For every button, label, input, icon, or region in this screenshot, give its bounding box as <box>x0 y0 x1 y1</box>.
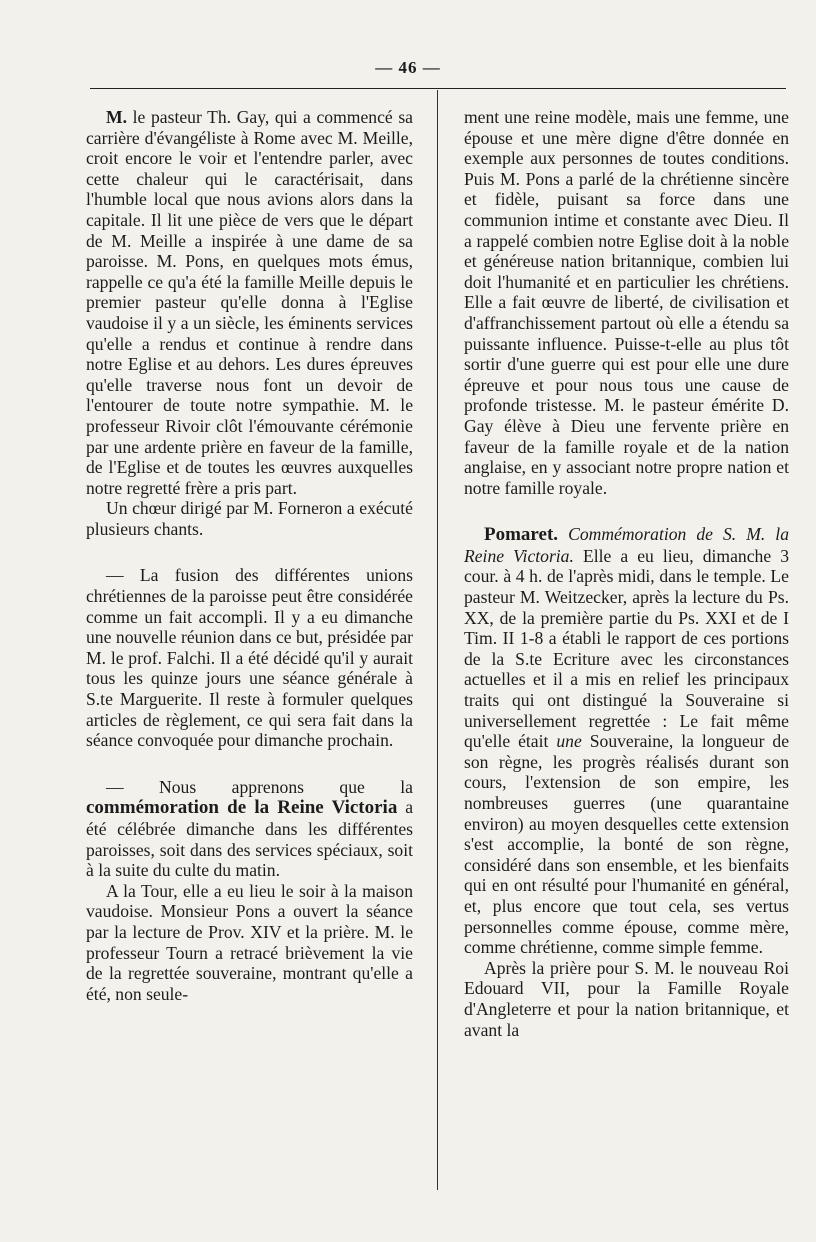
left-paragraph-4-heading: commémoration de la Reine Victoria <box>86 797 398 819</box>
page-number: — 46 — <box>375 58 441 77</box>
right-paragraph-2 <box>464 524 789 957</box>
left-paragraph-4 <box>86 777 413 881</box>
left-paragraph-5: A la Tour, elle a eu lieu le soir à la maison vaudoise. Monsieur Pons a ouvert la séance par la lecture de Prov. XIV et la prière. M. le professeur Tourn a retracé brièvement la vie de la regrettée souveraine, montrant qu'elle a été, non seule- <box>86 880 413 1004</box>
left-paragraph-4-rest: a été célébrée dimanche dans les différentes paroisses, soit dans des services spéciaux, soit à la suite du culte du matin. <box>86 797 413 881</box>
right-paragraph-2-place: Pomaret. <box>484 524 559 546</box>
right-paragraph-1: ment une reine modèle, mais une femme, une épouse et une mère digne d'être donnée en exemple aux personnes de toutes conditions. Puis M. Pons a parlé de la chrétienne sincère et fidèle, puisant sa force dans une communion intime et constante avec Dieu. Il a rappelé combien notre Eglise doit à la noble et généreuse nation britannique, combien lui doit l'humanité et en particulier les chrétiens. Elle a fait œuvre de liberté, de civilisation et d'affranchissement partout où elle a étendu sa puissante influence. Puisse-t-elle au plus tôt sortir d'une guerre qui est pour elle une dure épreuve et pour nous tous une cause de profonde tristesse. M. le pasteur émérite D. Gay élève à Dieu une fervente prière en faveur de la famille royale et de la nation anglaise, en y associant notre propre nation et notre famille royale. <box>464 107 789 498</box>
left-column <box>86 107 413 1004</box>
header-rule <box>90 88 786 89</box>
left-paragraph-3: — La fusion des différentes unions chrétiennes de la paroisse peut être considérée comme un fait accompli. Il y a eu dimanche une nouvelle réunion dans ce but, présidée par M. le prof. Falchi. Il a été décidé qu'il y aurait tous les quinze jours une séance générale à S.te Marguerite. Il reste à formuler quelques articles de règlement, ce qui sera fait dans la séance convoquée pour dimanche prochain. <box>86 565 413 751</box>
right-paragraph-2-italic-word: une <box>556 731 582 752</box>
right-paragraph-2-text-1: Elle a eu lieu, dimanche 3 cour. à 4 h. de l'après midi, dans le temple. Le pasteur M. Weitzecker, après la lecture du Ps. XX, de la première partie du Ps. XXI et de I Tim. II 1-8 a établi le rapport de ces portions de la S.te Ecriture avec les circonstances actuelles et il a mis en relief les principaux traits qui ont distingué la Souveraine si universellement regrettée : Le fait même qu'elle était <box>464 545 789 752</box>
left-paragraph-1-name: M. <box>106 107 128 127</box>
left-paragraph-1 <box>86 107 413 498</box>
left-paragraph-1-text: le pasteur Th. Gay, qui a commencé sa carrière d'évangéliste à Rome avec M. Meille, croit encore le voir et l'entendre parler, avec cette chaleur qui le caractérisait, dans l'humble local que nous avions alors dans la capitale. Il lit une pièce de vers que le départ de M. Meille a inspirée à une dame de sa paroisse. M. Pons, en quelques mots émus, rappelle ce qu'a été la famille Meille depuis le premier pasteur qu'elle donna à l'Eglise vaudoise il y a un siècle, les éminents services qu'elle a rendus et continue à rendre dans notre Eglise et au dehors. Les dures épreuves qu'elle traverse nous font un devoir de l'entourer de toute notre sympathie. M. le professeur Rivoir clôt l'émouvante cérémonie par une ardente prière en faveur de la famille, de l'Eglise et de toutes les œuvres auxquelles notre regretté frère a pris part. <box>86 107 413 498</box>
column-divider <box>437 90 438 1190</box>
right-column <box>464 107 789 1040</box>
left-paragraph-2: Un chœur dirigé par M. Forneron a exécuté plusieurs chants. <box>86 498 413 539</box>
left-paragraph-4-lead: — Nous apprenons que la <box>106 776 413 797</box>
right-paragraph-2-text-2: Souveraine, la longueur de son règne, les progrès réalisés durant son cours, l'extension de son empire, les nombreuses guerres (une quarantaine environ) au moyen desquelles cette extension s'est accomplie, la bonté de son règne, considéré dans son ensemble, et les bienfaits qui en ont résulté pour l'humanité en général, et, plus encore que tout cela, ses vertus personnelles comme épouse, comme mère, comme chrétienne, comme simple femme. <box>464 731 790 958</box>
right-paragraph-3: Après la prière pour S. M. le nouveau Roi Edouard VII, pour la Famille Royale d'Angleterre et pour la nation britannique, et avant la <box>464 957 789 1040</box>
right-paragraph-2-subject: Commémoration de S. M. la Reine Victoria. <box>464 524 789 566</box>
